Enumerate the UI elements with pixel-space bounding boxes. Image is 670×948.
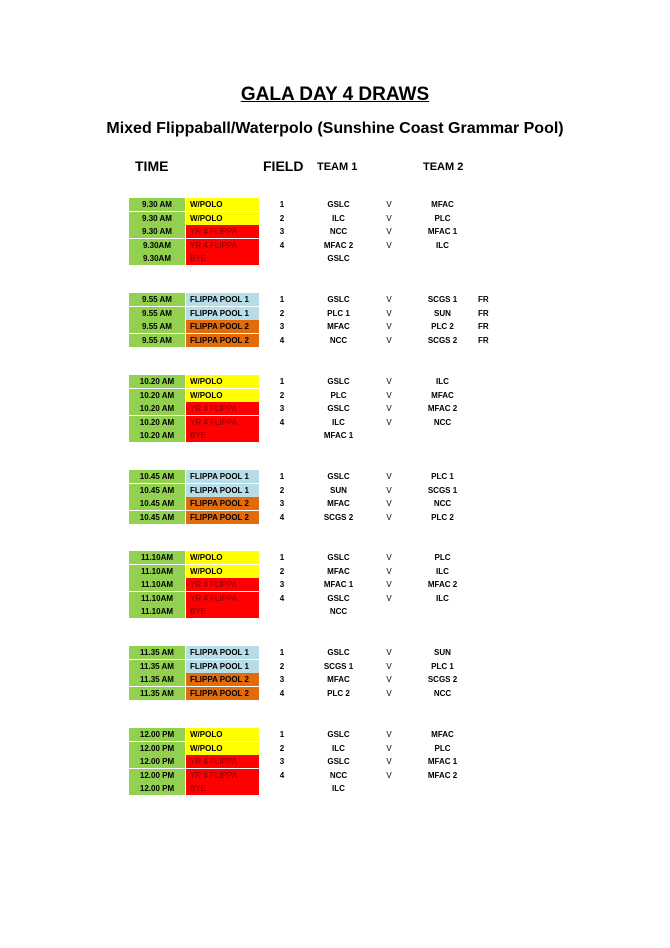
team2-cell: MFAC [431, 730, 454, 739]
team2-cell: MFAC [431, 200, 454, 209]
time-cell: 9.30 AM [129, 198, 185, 211]
team1-cell: PLC [330, 390, 347, 400]
versus-cell: V [386, 295, 392, 304]
team2-cell: PLC [434, 213, 451, 223]
time-cell: 10.45 AM [129, 470, 185, 483]
team1-cell: ILC [332, 213, 345, 223]
team1-cell: GSLC [327, 404, 350, 414]
time-cell: 11.10AM [129, 592, 185, 605]
team2-cell: NCC [433, 417, 452, 427]
field-cell: 1 [279, 648, 285, 657]
team1-cell: PLC 1 [327, 308, 350, 318]
table-row [0, 497, 670, 510]
field-cell: 2 [279, 743, 285, 753]
versus-cell: V [386, 688, 392, 698]
field-cell: 3 [279, 580, 285, 590]
header-team2: TEAM 2 [423, 161, 464, 173]
time-cell: 10.45 AM [129, 511, 185, 524]
table-row [0, 769, 670, 782]
field-cell: 1 [279, 730, 285, 739]
field-cell: 4 [279, 417, 285, 427]
table-row [0, 212, 670, 225]
team1-cell: GSLC [327, 377, 350, 386]
team2-cell: MFAC 1 [427, 227, 458, 237]
team2-cell: PLC 1 [431, 661, 454, 671]
team1-cell: MFAC [327, 322, 350, 332]
team2-cell: PLC 2 [431, 322, 454, 332]
team1-cell: GSLC [327, 593, 350, 603]
team1-cell: GSLC [327, 200, 350, 209]
versus-cell: V [386, 757, 392, 767]
category-cell: W/POLO [186, 198, 259, 211]
versus-cell: V [386, 485, 392, 495]
versus-cell: V [386, 553, 392, 562]
versus-cell: V [386, 322, 392, 332]
table-row [0, 389, 670, 402]
time-cell: 9.30AM [129, 239, 185, 252]
team2-cell: SCGS 2 [427, 335, 458, 345]
time-cell: 11.10AM [129, 551, 185, 564]
versus-cell: V [386, 227, 392, 237]
category-cell: BYE [186, 429, 259, 442]
category-cell: FLIPPA POOL 1 [186, 307, 259, 320]
field-cell: 2 [279, 213, 285, 223]
team2-cell: ILC [436, 566, 449, 576]
time-cell: 11.35 AM [129, 673, 185, 686]
time-cell: 9.55 AM [129, 293, 185, 306]
category-cell: YR 4 FLIPPA [186, 755, 259, 768]
team1-cell: PLC 2 [327, 688, 350, 698]
versus-cell: V [386, 390, 392, 400]
time-cell: 12.00 PM [129, 728, 185, 741]
category-cell: BYE [186, 782, 259, 795]
category-cell: FLIPPA POOL 1 [186, 470, 259, 483]
team2-cell: ILC [436, 593, 449, 603]
field-cell: 1 [279, 295, 285, 304]
field-cell: 4 [279, 335, 285, 345]
table-row [0, 293, 670, 306]
table-row [0, 646, 670, 659]
versus-cell: V [386, 404, 392, 414]
versus-cell: V [386, 661, 392, 671]
versus-cell: V [386, 417, 392, 427]
versus-cell: V [386, 648, 392, 657]
field-cell: 3 [279, 499, 285, 509]
category-cell: W/POLO [186, 212, 259, 225]
note-cell: FR [478, 322, 489, 332]
team2-cell: PLC 2 [431, 512, 454, 522]
team1-cell: NCC [329, 227, 348, 237]
versus-cell: V [386, 566, 392, 576]
time-cell: 10.45 AM [129, 484, 185, 497]
header-time: TIME [135, 158, 169, 174]
versus-cell: V [386, 580, 392, 590]
team1-cell: MFAC 1 [323, 431, 354, 441]
versus-cell: V [386, 335, 392, 345]
table-row [0, 225, 670, 238]
table-row [0, 782, 670, 795]
table-row [0, 470, 670, 483]
versus-cell: V [386, 200, 392, 209]
versus-cell: V [386, 593, 392, 603]
field-cell: 3 [279, 322, 285, 332]
team2-cell: PLC [434, 553, 451, 562]
team1-cell: SCGS 1 [323, 661, 354, 671]
time-cell: 10.45 AM [129, 497, 185, 510]
field-cell: 4 [279, 593, 285, 603]
field-cell: 4 [279, 240, 285, 250]
team1-cell: ILC [332, 743, 345, 753]
versus-cell: V [386, 743, 392, 753]
time-cell: 9.30AM [129, 252, 185, 265]
category-cell: FLIPPA POOL 2 [186, 320, 259, 333]
field-cell: 3 [279, 757, 285, 767]
category-cell: W/POLO [186, 742, 259, 755]
header-team1: TEAM 1 [317, 161, 358, 173]
team2-cell: SCGS 1 [427, 295, 458, 304]
category-cell: YR 4 FLIPPA [186, 578, 259, 591]
versus-cell: V [386, 499, 392, 509]
team2-cell: MFAC 2 [427, 580, 458, 590]
versus-cell: V [386, 512, 392, 522]
field-cell: 1 [279, 200, 285, 209]
team1-cell: GSLC [327, 648, 350, 657]
team2-cell: PLC 1 [431, 472, 454, 481]
field-cell: 3 [279, 675, 285, 685]
field-cell: 3 [279, 227, 285, 237]
versus-cell: V [386, 377, 392, 386]
team1-cell: ILC [332, 784, 345, 794]
versus-cell: V [386, 308, 392, 318]
team1-cell: MFAC [327, 566, 350, 576]
category-cell: W/POLO [186, 728, 259, 741]
versus-cell: V [386, 213, 392, 223]
table-row [0, 673, 670, 686]
time-cell: 9.55 AM [129, 334, 185, 347]
time-cell: 10.20 AM [129, 416, 185, 429]
team2-cell: SCGS 2 [427, 675, 458, 685]
table-row [0, 198, 670, 211]
table-row [0, 742, 670, 755]
table-row [0, 728, 670, 741]
team1-cell: MFAC 1 [323, 580, 354, 590]
time-cell: 11.35 AM [129, 687, 185, 700]
team1-cell: MFAC [327, 499, 350, 509]
team1-cell: GSLC [327, 757, 350, 767]
team1-cell: GSLC [327, 254, 350, 264]
note-cell: FR [478, 335, 489, 345]
time-cell: 11.35 AM [129, 646, 185, 659]
category-cell: W/POLO [186, 551, 259, 564]
category-cell: W/POLO [186, 375, 259, 388]
table-row [0, 592, 670, 605]
table-row [0, 660, 670, 673]
category-cell: YR 4 FLIPPA [186, 225, 259, 238]
time-cell: 11.10AM [129, 605, 185, 618]
time-cell: 12.00 PM [129, 742, 185, 755]
category-cell: W/POLO [186, 565, 259, 578]
team2-cell: SUN [434, 648, 451, 657]
category-cell: FLIPPA POOL 1 [186, 660, 259, 673]
field-cell: 2 [279, 308, 285, 318]
team1-cell: MFAC 2 [323, 240, 354, 250]
team2-cell: NCC [433, 688, 452, 698]
time-cell: 10.20 AM [129, 389, 185, 402]
table-row [0, 402, 670, 415]
field-cell: 1 [279, 472, 285, 481]
team1-cell: NCC [329, 607, 348, 617]
table-row [0, 578, 670, 591]
team1-cell: NCC [329, 770, 348, 780]
team1-cell: GSLC [327, 472, 350, 481]
team2-cell: NCC [433, 499, 452, 509]
time-cell: 10.20 AM [129, 375, 185, 388]
time-cell: 11.10AM [129, 578, 185, 591]
category-cell: FLIPPA POOL 1 [186, 484, 259, 497]
time-cell: 11.35 AM [129, 660, 185, 673]
table-row [0, 484, 670, 497]
field-cell: 2 [279, 485, 285, 495]
field-cell: 3 [279, 404, 285, 414]
time-cell: 9.55 AM [129, 320, 185, 333]
team1-cell: ILC [332, 417, 345, 427]
time-cell: 9.55 AM [129, 307, 185, 320]
team1-cell: MFAC [327, 675, 350, 685]
team2-cell: MFAC 2 [427, 770, 458, 780]
versus-cell: V [386, 240, 392, 250]
table-row [0, 416, 670, 429]
team2-cell: MFAC 2 [427, 404, 458, 414]
category-cell: FLIPPA POOL 2 [186, 334, 259, 347]
table-row [0, 320, 670, 333]
table-row [0, 429, 670, 442]
category-cell: FLIPPA POOL 2 [186, 497, 259, 510]
field-cell: 4 [279, 770, 285, 780]
field-cell: 4 [279, 512, 285, 522]
time-cell: 10.20 AM [129, 402, 185, 415]
versus-cell: V [386, 730, 392, 739]
team2-cell: SCGS 1 [427, 485, 458, 495]
field-cell: 2 [279, 390, 285, 400]
category-cell: YR 4 FLIPPA [186, 239, 259, 252]
team2-cell: PLC [434, 743, 451, 753]
page-subtitle: Mixed Flippaball/Waterpolo (Sunshine Coast Grammar Pool) [106, 120, 564, 137]
category-cell: FLIPPA POOL 2 [186, 687, 259, 700]
team1-cell: NCC [329, 335, 348, 345]
table-row [0, 605, 670, 618]
time-cell: 9.30 AM [129, 225, 185, 238]
team1-cell: SCGS 2 [323, 512, 354, 522]
field-cell: 1 [279, 553, 285, 562]
note-cell: FR [478, 308, 489, 318]
header-field: FIELD [263, 158, 304, 174]
team2-cell: MFAC 1 [427, 757, 458, 767]
table-row [0, 334, 670, 347]
table-row [0, 755, 670, 768]
team2-cell: MFAC [431, 390, 454, 400]
team1-cell: GSLC [327, 553, 350, 562]
category-cell: FLIPPA POOL 1 [186, 293, 259, 306]
field-cell: 2 [279, 661, 285, 671]
category-cell: YR 4 FLIPPA [186, 769, 259, 782]
field-cell: 1 [279, 377, 285, 386]
table-row [0, 239, 670, 252]
team1-cell: GSLC [327, 730, 350, 739]
note-cell: FR [478, 295, 489, 304]
category-cell: YR 4 FLIPPA [186, 592, 259, 605]
table-row [0, 551, 670, 564]
field-cell: 4 [279, 688, 285, 698]
time-cell: 12.00 PM [129, 755, 185, 768]
category-cell: FLIPPA POOL 1 [186, 646, 259, 659]
time-cell: 12.00 PM [129, 769, 185, 782]
time-cell: 9.30 AM [129, 212, 185, 225]
category-cell: FLIPPA POOL 2 [186, 511, 259, 524]
table-row [0, 565, 670, 578]
versus-cell: V [386, 472, 392, 481]
team1-cell: SUN [330, 485, 347, 495]
time-cell: 10.20 AM [129, 429, 185, 442]
category-cell: BYE [186, 605, 259, 618]
page-title: GALA DAY 4 DRAWS [240, 84, 430, 105]
table-row [0, 687, 670, 700]
team2-cell: ILC [436, 240, 449, 250]
versus-cell: V [386, 675, 392, 685]
versus-cell: V [386, 770, 392, 780]
field-cell: 2 [279, 566, 285, 576]
team1-cell: GSLC [327, 295, 350, 304]
team2-cell: ILC [436, 377, 449, 386]
category-cell: BYE [186, 252, 259, 265]
category-cell: W/POLO [186, 389, 259, 402]
category-cell: YR 4 FLIPPA [186, 416, 259, 429]
category-cell: FLIPPA POOL 2 [186, 673, 259, 686]
table-row [0, 307, 670, 320]
table-row [0, 252, 670, 265]
category-cell: YR 4 FLIPPA [186, 402, 259, 415]
time-cell: 12.00 PM [129, 782, 185, 795]
table-row [0, 375, 670, 388]
time-cell: 11.10AM [129, 565, 185, 578]
team2-cell: SUN [434, 308, 451, 318]
table-row [0, 511, 670, 524]
